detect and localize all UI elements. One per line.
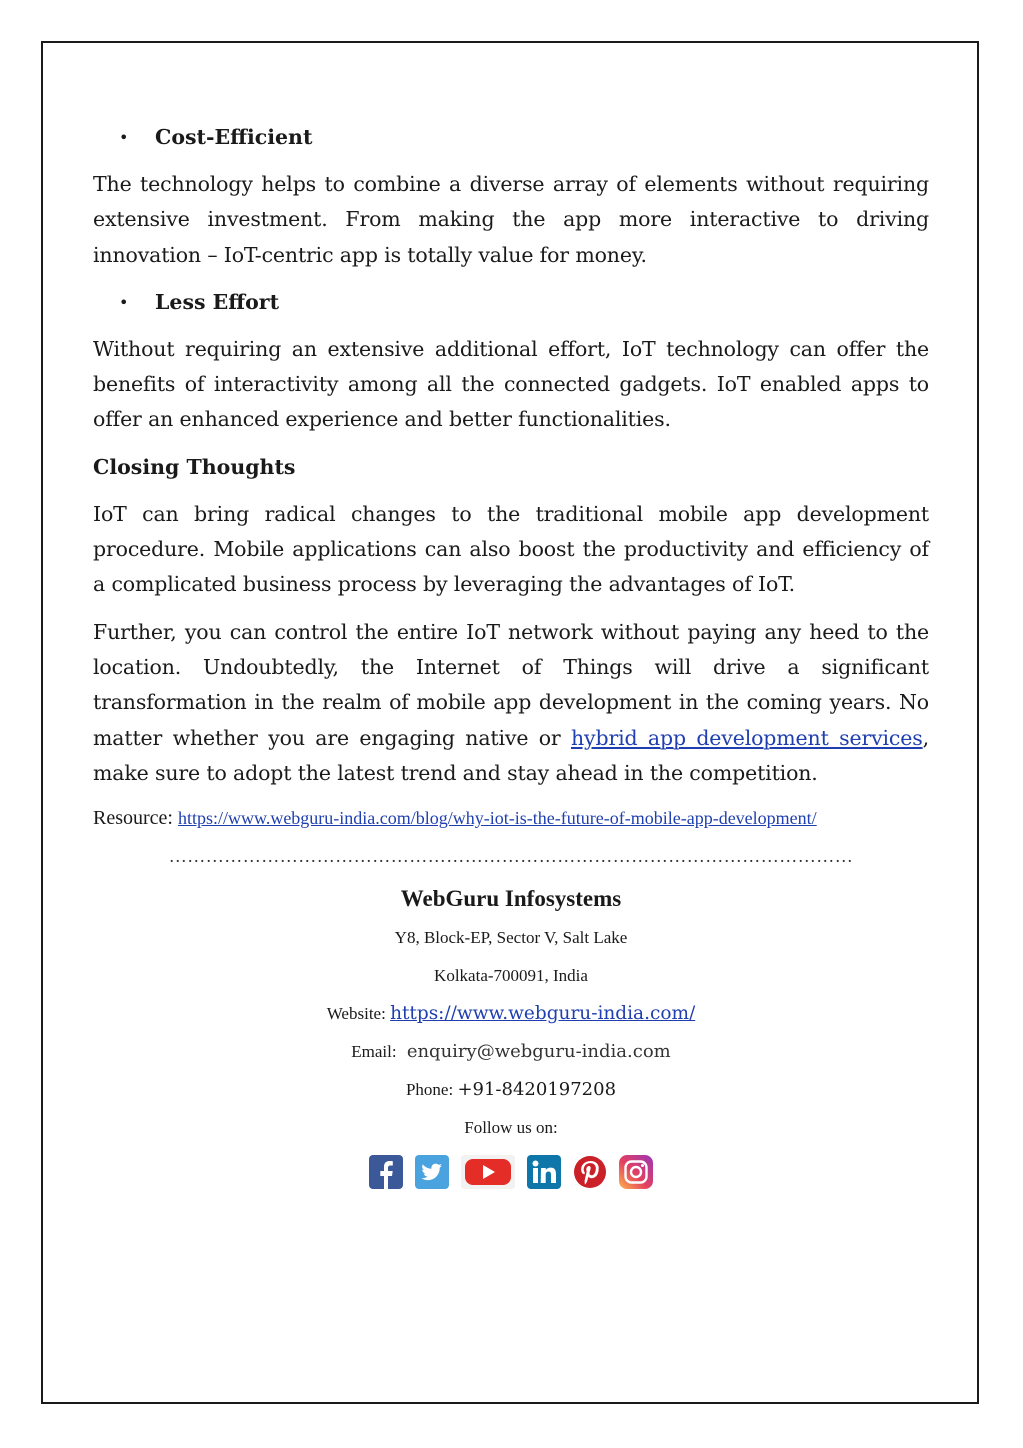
email-label: Email: [351,1042,397,1062]
phone-label: Phone: [405,1080,454,1100]
resource-label: Resource: [93,807,173,830]
heading-text: Cost-Efficient [155,125,313,149]
bullet-heading-cost-efficient [93,120,929,155]
address-line-2: Kolkata-700091, India [434,966,588,986]
website-line [93,1001,929,1027]
paragraph-cost-efficient: The technology helps to combine a diverse array of elements without requiring extensive investment. From making the app more interactive to driving innovation – IoT-centric app is totally value for money. [93,172,929,267]
document-body [93,120,929,1189]
email-address[interactable]: enquiry@webguru-india.com [406,1041,671,1063]
bullet-icon: • [119,292,129,312]
paragraph-closing-1: IoT can bring radical changes to the traditional mobile app development procedure. Mobile applications can also boost the productivity and efficiency of a complicated business process by leveraging the advantages of IoT. [93,501,929,597]
follow-us-label: Follow us on: [464,1118,558,1138]
instagram-icon[interactable] [619,1155,653,1189]
hybrid-app-link[interactable]: hybrid app development services [571,725,923,750]
phone-number: +91-8420197208 [457,1079,617,1101]
footer [93,883,929,1189]
phone-line [93,1077,929,1103]
dotted-separator: ………………………………………………………………………………………………… [168,846,854,867]
bullet-icon: • [119,128,129,147]
heading-text: Less Effort [155,289,280,314]
website-link[interactable]: https://www.webguru-india.com/ [390,1003,696,1025]
bullet-heading-less-effort [93,285,929,320]
resource-link[interactable]: https://www.webguru-india.com/blog/why-iot-is-the-future-of-mobile-app-development/ [177,808,817,829]
linkedin-icon[interactable] [527,1155,561,1189]
paragraph-less-effort: Without requiring an extensive additional effort, IoT technology can offer the benefits of interactivity among all the connected gadgets. IoT enabled apps to offer an enhanced experience and better functionalities. [93,336,929,432]
facebook-icon[interactable] [369,1155,403,1189]
paragraph-text: Further, you can control the entire IoT network without paying any heed to the location. Undoubtedly, the Internet of Things will drive a significant transformation in the realm of mobile app development in the coming years. No matter whether you are engaging native or [93,619,929,750]
address-line-1: Y8, Block-EP, Sector V, Salt Lake [394,928,628,948]
social-icons [93,1155,929,1189]
paragraph-closing-2 [93,615,929,791]
pinterest-icon[interactable] [573,1155,607,1189]
website-label: Website: [326,1004,386,1024]
youtube-icon[interactable] [461,1155,515,1189]
paragraph-text: , make sure to adopt the latest trend and stay ahead in the competition. [93,725,929,785]
twitter-icon[interactable] [415,1155,449,1189]
email-line [93,1039,929,1065]
closing-thoughts-heading: Closing Thoughts [93,454,296,479]
company-name: WebGuru Infosystems [400,886,622,912]
resource-line [93,803,929,833]
